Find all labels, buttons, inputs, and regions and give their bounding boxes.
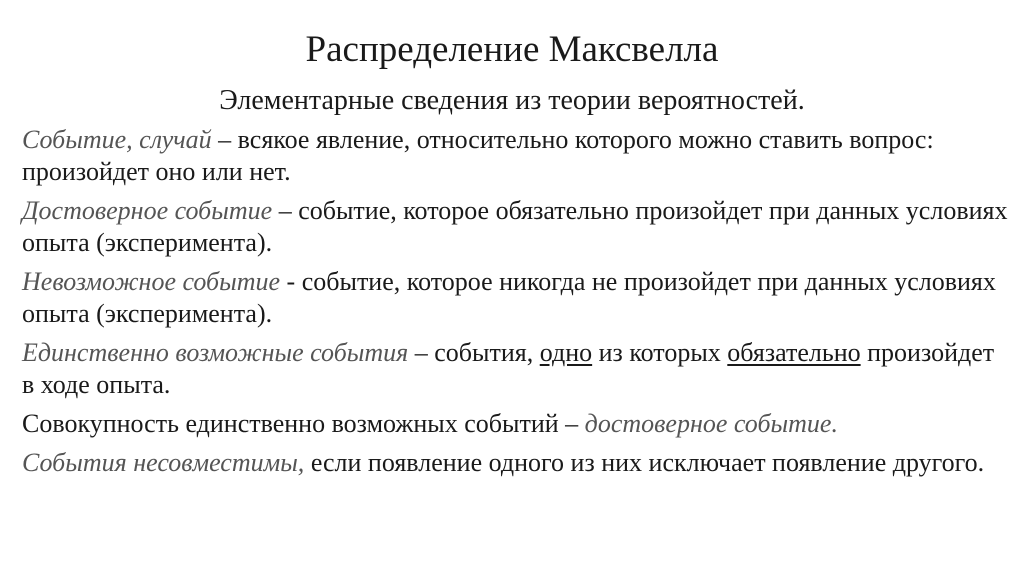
- slide-subtitle: Элементарные сведения из теории вероятностей.: [219, 85, 805, 116]
- slide-title: Распределение Максвелла: [305, 29, 719, 70]
- definition-impossible-event-text: - событие, которое никогда не произойдет при данных условиях опыта (эксперимента).: [22, 267, 996, 328]
- term-incompatible-events: События несовместимы,: [22, 448, 305, 477]
- term-only-possible-events: Единственно возможные события: [22, 338, 409, 367]
- term-impossible-event: Невозможное событие: [22, 267, 281, 296]
- underlined-necessarily: обязательно: [727, 338, 861, 367]
- definition-incompatible-events: [22, 447, 1012, 479]
- statement-totality: [22, 408, 1012, 440]
- definition-event: [22, 124, 1012, 188]
- definition-only-possible-text-a: – события,: [408, 338, 540, 367]
- definitions-list: [22, 124, 1012, 486]
- statement-totality-text: Совокупность единственно возможных событий –: [22, 409, 585, 438]
- definition-certain-event: [22, 195, 1012, 259]
- definition-certain-event-text: – событие, которое обязательно произойдет при данных условиях опыта (эксперимента).: [22, 196, 1008, 257]
- definition-event-text: – всякое явление, относительно которого можно ставить вопрос: произойдет оно или нет.: [22, 125, 934, 186]
- term-certain-event-2: достоверное событие.: [584, 409, 838, 438]
- term-certain-event: Достоверное событие: [22, 196, 273, 225]
- definition-only-possible-text-b: из которых: [592, 338, 728, 367]
- definition-impossible-event: [22, 266, 1012, 330]
- term-event: Событие, случай: [22, 125, 212, 154]
- underlined-one: одно: [539, 338, 593, 367]
- definition-only-possible-events: [22, 337, 1012, 401]
- definition-only-possible-text-c: произойдет в ходе опыта.: [22, 338, 995, 399]
- definition-incompatible-text: если появление одного из них исключает появление другого.: [304, 448, 985, 477]
